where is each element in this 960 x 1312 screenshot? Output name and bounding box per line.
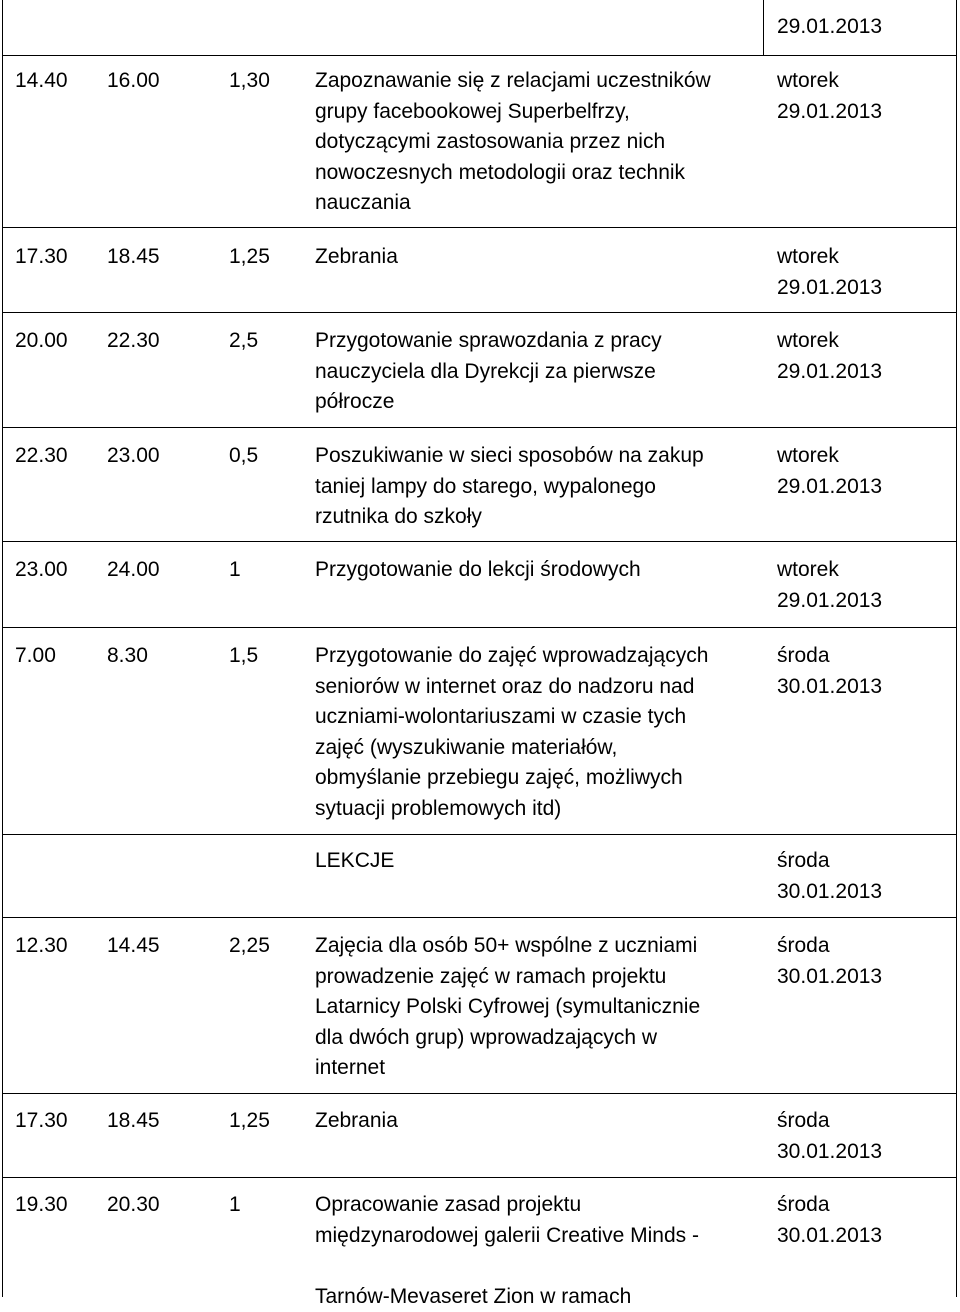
row-3-day: wtorek 29.01.2013 [777, 444, 883, 498]
row-5-day: środa 30.01.2013 [777, 644, 883, 698]
row-7-end: 14.45 [107, 934, 160, 957]
row-5-description: Przygotowanie do zajęć wprowadzających seniorów w internet oraz do nadzoru nad uczniami-wolontariuszami w czasie tych zajęć (wyszukiwanie materiałów, obmyślanie przebiegu zajęć, możliwych sytuacji problemowych itd) [315, 644, 709, 820]
row-7-start: 12.30 [15, 934, 68, 957]
row-0-end: 16.00 [107, 69, 160, 92]
row-0-day: wtorek 29.01.2013 [777, 69, 883, 123]
row-1-hours: 1,25 [229, 245, 270, 268]
row-1-day: wtorek 29.01.2013 [777, 245, 883, 299]
header-divider [763, 0, 764, 55]
row-divider [2, 627, 957, 628]
row-0-description: Zapoznawanie się z relacjami uczestników grupy facebookowej Superbelfrzy, dotyczącymi zastosowania przez nich nowoczesnych metodologii oraz technik nauczania [315, 69, 711, 214]
row-4-description: Przygotowanie do lekcji środowych [315, 558, 641, 581]
row-divider [2, 227, 957, 228]
row-divider [2, 917, 957, 918]
row-8-hours: 1,25 [229, 1109, 270, 1132]
row-1-description: Zebrania [315, 245, 398, 268]
row-4-end: 24.00 [107, 558, 160, 581]
row-2-start: 20.00 [15, 329, 68, 352]
row-3-description: Poszukiwanie w sieci sposobów na zakup taniej lampy do starego, wypalonego rzutnika do szkoły [315, 444, 704, 528]
row-8-start: 17.30 [15, 1109, 68, 1132]
row-5-hours: 1,5 [229, 644, 259, 667]
row-2-description: Przygotowanie sprawozdania z pracy nauczyciela dla Dyrekcji za pierwsze półrocze [315, 329, 662, 413]
row-3-hours: 0,5 [229, 444, 259, 467]
row-divider [2, 55, 957, 56]
row-1-end: 18.45 [107, 245, 160, 268]
row-2-end: 22.30 [107, 329, 160, 352]
row-8-end: 18.45 [107, 1109, 160, 1132]
row-9-day: środa 30.01.2013 [777, 1193, 883, 1247]
row-9-description: Opracowanie zasad projektu międzynarodowej galerii Creative Minds - Tarnów-Mevaseret Zion w ramach [315, 1193, 699, 1308]
row-9-start: 19.30 [15, 1193, 68, 1216]
row-divider [2, 1093, 957, 1094]
row-5-start: 7.00 [15, 644, 56, 667]
row-divider [2, 427, 957, 428]
row-divider [2, 834, 957, 835]
header-date: 29.01.2013 [777, 15, 883, 38]
row-7-description: Zajęcia dla osób 50+ wspólne z uczniami prowadzenie zajęć w ramach projektu Latarnicy Polski Cyfrowej (symultanicznie dla dwóch grup) wprowadzających w internet [315, 934, 701, 1079]
row-0-hours: 1,30 [229, 69, 270, 92]
row-4-hours: 1 [229, 558, 241, 581]
row-7-hours: 2,25 [229, 934, 270, 957]
row-7-day: środa 30.01.2013 [777, 934, 883, 988]
row-4-start: 23.00 [15, 558, 68, 581]
row-divider [2, 541, 957, 542]
row-6-day: środa 30.01.2013 [777, 849, 883, 903]
row-1-start: 17.30 [15, 245, 68, 268]
row-3-end: 23.00 [107, 444, 160, 467]
row-8-day: środa 30.01.2013 [777, 1109, 883, 1163]
row-divider [2, 1177, 957, 1178]
row-9-hours: 1 [229, 1193, 241, 1216]
row-3-start: 22.30 [15, 444, 68, 467]
row-2-hours: 2,5 [229, 329, 259, 352]
row-0-start: 14.40 [15, 69, 68, 92]
row-5-end: 8.30 [107, 644, 148, 667]
row-6-description: LEKCJE [315, 849, 395, 872]
row-9-end: 20.30 [107, 1193, 160, 1216]
row-8-description: Zebrania [315, 1109, 398, 1132]
row-divider [2, 312, 957, 313]
row-2-day: wtorek 29.01.2013 [777, 329, 883, 383]
row-4-day: wtorek 29.01.2013 [777, 558, 883, 612]
